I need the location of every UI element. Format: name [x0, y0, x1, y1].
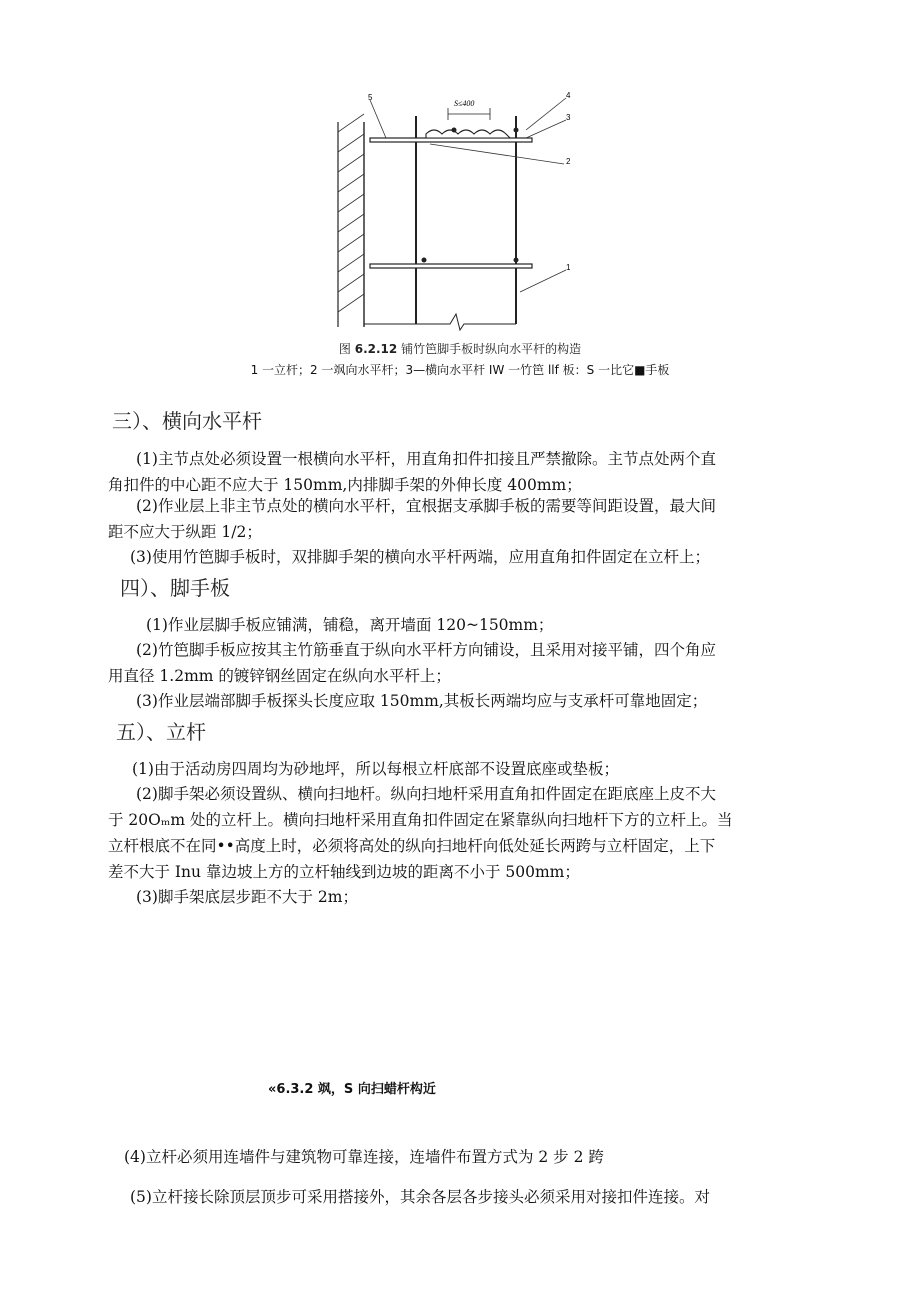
section-heading-5: 五）、立杆 — [116, 720, 206, 744]
paragraph — [108, 493, 828, 545]
figure2-caption: «6.3.2 飒，S 向扫蜡杆构近 — [268, 1082, 436, 1097]
caption-prefix: 图 — [338, 342, 351, 356]
text-line: 于 20Oₘm 处的立杆上。横向扫地杆采用直角扣件固定在紧靠纵向扫地杆下方的立杆上。当 — [108, 811, 733, 829]
caption-number: 6.2.12 — [354, 342, 398, 356]
paragraph — [108, 688, 828, 714]
paragraph — [108, 544, 828, 570]
section-heading-4: 四）、脚手板 — [120, 576, 230, 600]
paragraph — [108, 1144, 828, 1170]
text-line: (5)立杆接长除顶层顶步可采用搭接外，其余各层各步接头必须采用对接扣件连接。对 — [130, 1188, 710, 1206]
paragraph — [108, 1184, 828, 1210]
text-line: (2)脚手架必须设置纵、横向扫地杆。纵向扫地杆采用直角扣件固定在距底座上皮不大 — [136, 785, 716, 803]
text-line: (1)由于活动房四周均为砂地坪，所以每根立杆底部不设置底座或垫板； — [132, 760, 619, 778]
label-1: 1 — [566, 263, 571, 272]
label-3: 3 — [566, 113, 571, 122]
text-line: 用直径 1.2mm 的镀锌钢丝固定在纵向水平杆上； — [108, 667, 451, 685]
paragraph — [108, 756, 828, 782]
text-line: (3)作业层端部脚手板探头长度应取 150mm,其板长两端均应与支承杆可靠地固定； — [136, 692, 708, 710]
transverse-bar-top — [370, 138, 532, 142]
paragraph — [108, 612, 828, 638]
bamboo-plank — [426, 130, 510, 138]
text-line: 差不大于 Inu 靠边坡上方的立杆轴线到边坡的距离不小于 500mm； — [108, 863, 580, 881]
text-line: (4)立杆必须用连墙件与建筑物可靠连接，连墙件布置方式为 2 步 2 跨 — [124, 1148, 604, 1166]
spacing-label: S≤400 — [454, 99, 475, 108]
figure-legend: 1 一立杆；2 一飒向水平杆；3—横向水平杆 IW 一竹笆 llf 板：S 一比它■手板 — [250, 363, 670, 377]
label-5: 5 — [368, 93, 373, 102]
text-line: 距不应大于纵距 1/2； — [108, 523, 262, 541]
scaffold-figure — [330, 92, 590, 332]
text-line: 角扣件的中心距不应大于 150mm,内排脚手架的外伸长度 400mm； — [108, 476, 582, 494]
text-line: (1)作业层脚手板应铺满，铺稳，离开墙面 120~150mm； — [146, 616, 554, 634]
text-line: (3)脚手架底层步距不大于 2m； — [136, 888, 358, 906]
section-heading-3: 三）、横向水平杆 — [112, 409, 262, 433]
text-line: (3)使用竹笆脚手板时，双排脚手架的横向水平杆两端，应用直角扣件固定在立杆上； — [130, 548, 710, 566]
text-line: 立杆根底不在同••高度上时，必须将高处的纵向扫地杆向低处延长两跨与立杆固定，上下 — [108, 837, 716, 855]
figure-caption — [0, 340, 920, 357]
caption-title: 铺竹笆脚手板时纵向水平杆的构造 — [401, 342, 582, 356]
label-4: 4 — [566, 92, 571, 100]
text-line: (2)竹笆脚手板应按其主竹筋垂直于纵向水平杆方向铺设，且采用对接平铺，四个角应 — [136, 641, 716, 659]
text-line: (2)作业层上非主节点处的横向水平杆，宜根据支承脚手板的需要等间距设置，最大间 — [136, 497, 716, 515]
paragraph — [108, 884, 828, 910]
paragraph — [108, 637, 828, 689]
wall-hatch — [338, 114, 364, 327]
transverse-bar-middle — [370, 264, 532, 268]
text-line: (1)主节点处必须设置一根横向水平杆，用直角扣件扣接且严禁撤除。主节点处两个直 — [136, 450, 716, 468]
paragraph — [108, 781, 828, 885]
paragraph — [108, 446, 828, 498]
label-2: 2 — [566, 157, 571, 166]
